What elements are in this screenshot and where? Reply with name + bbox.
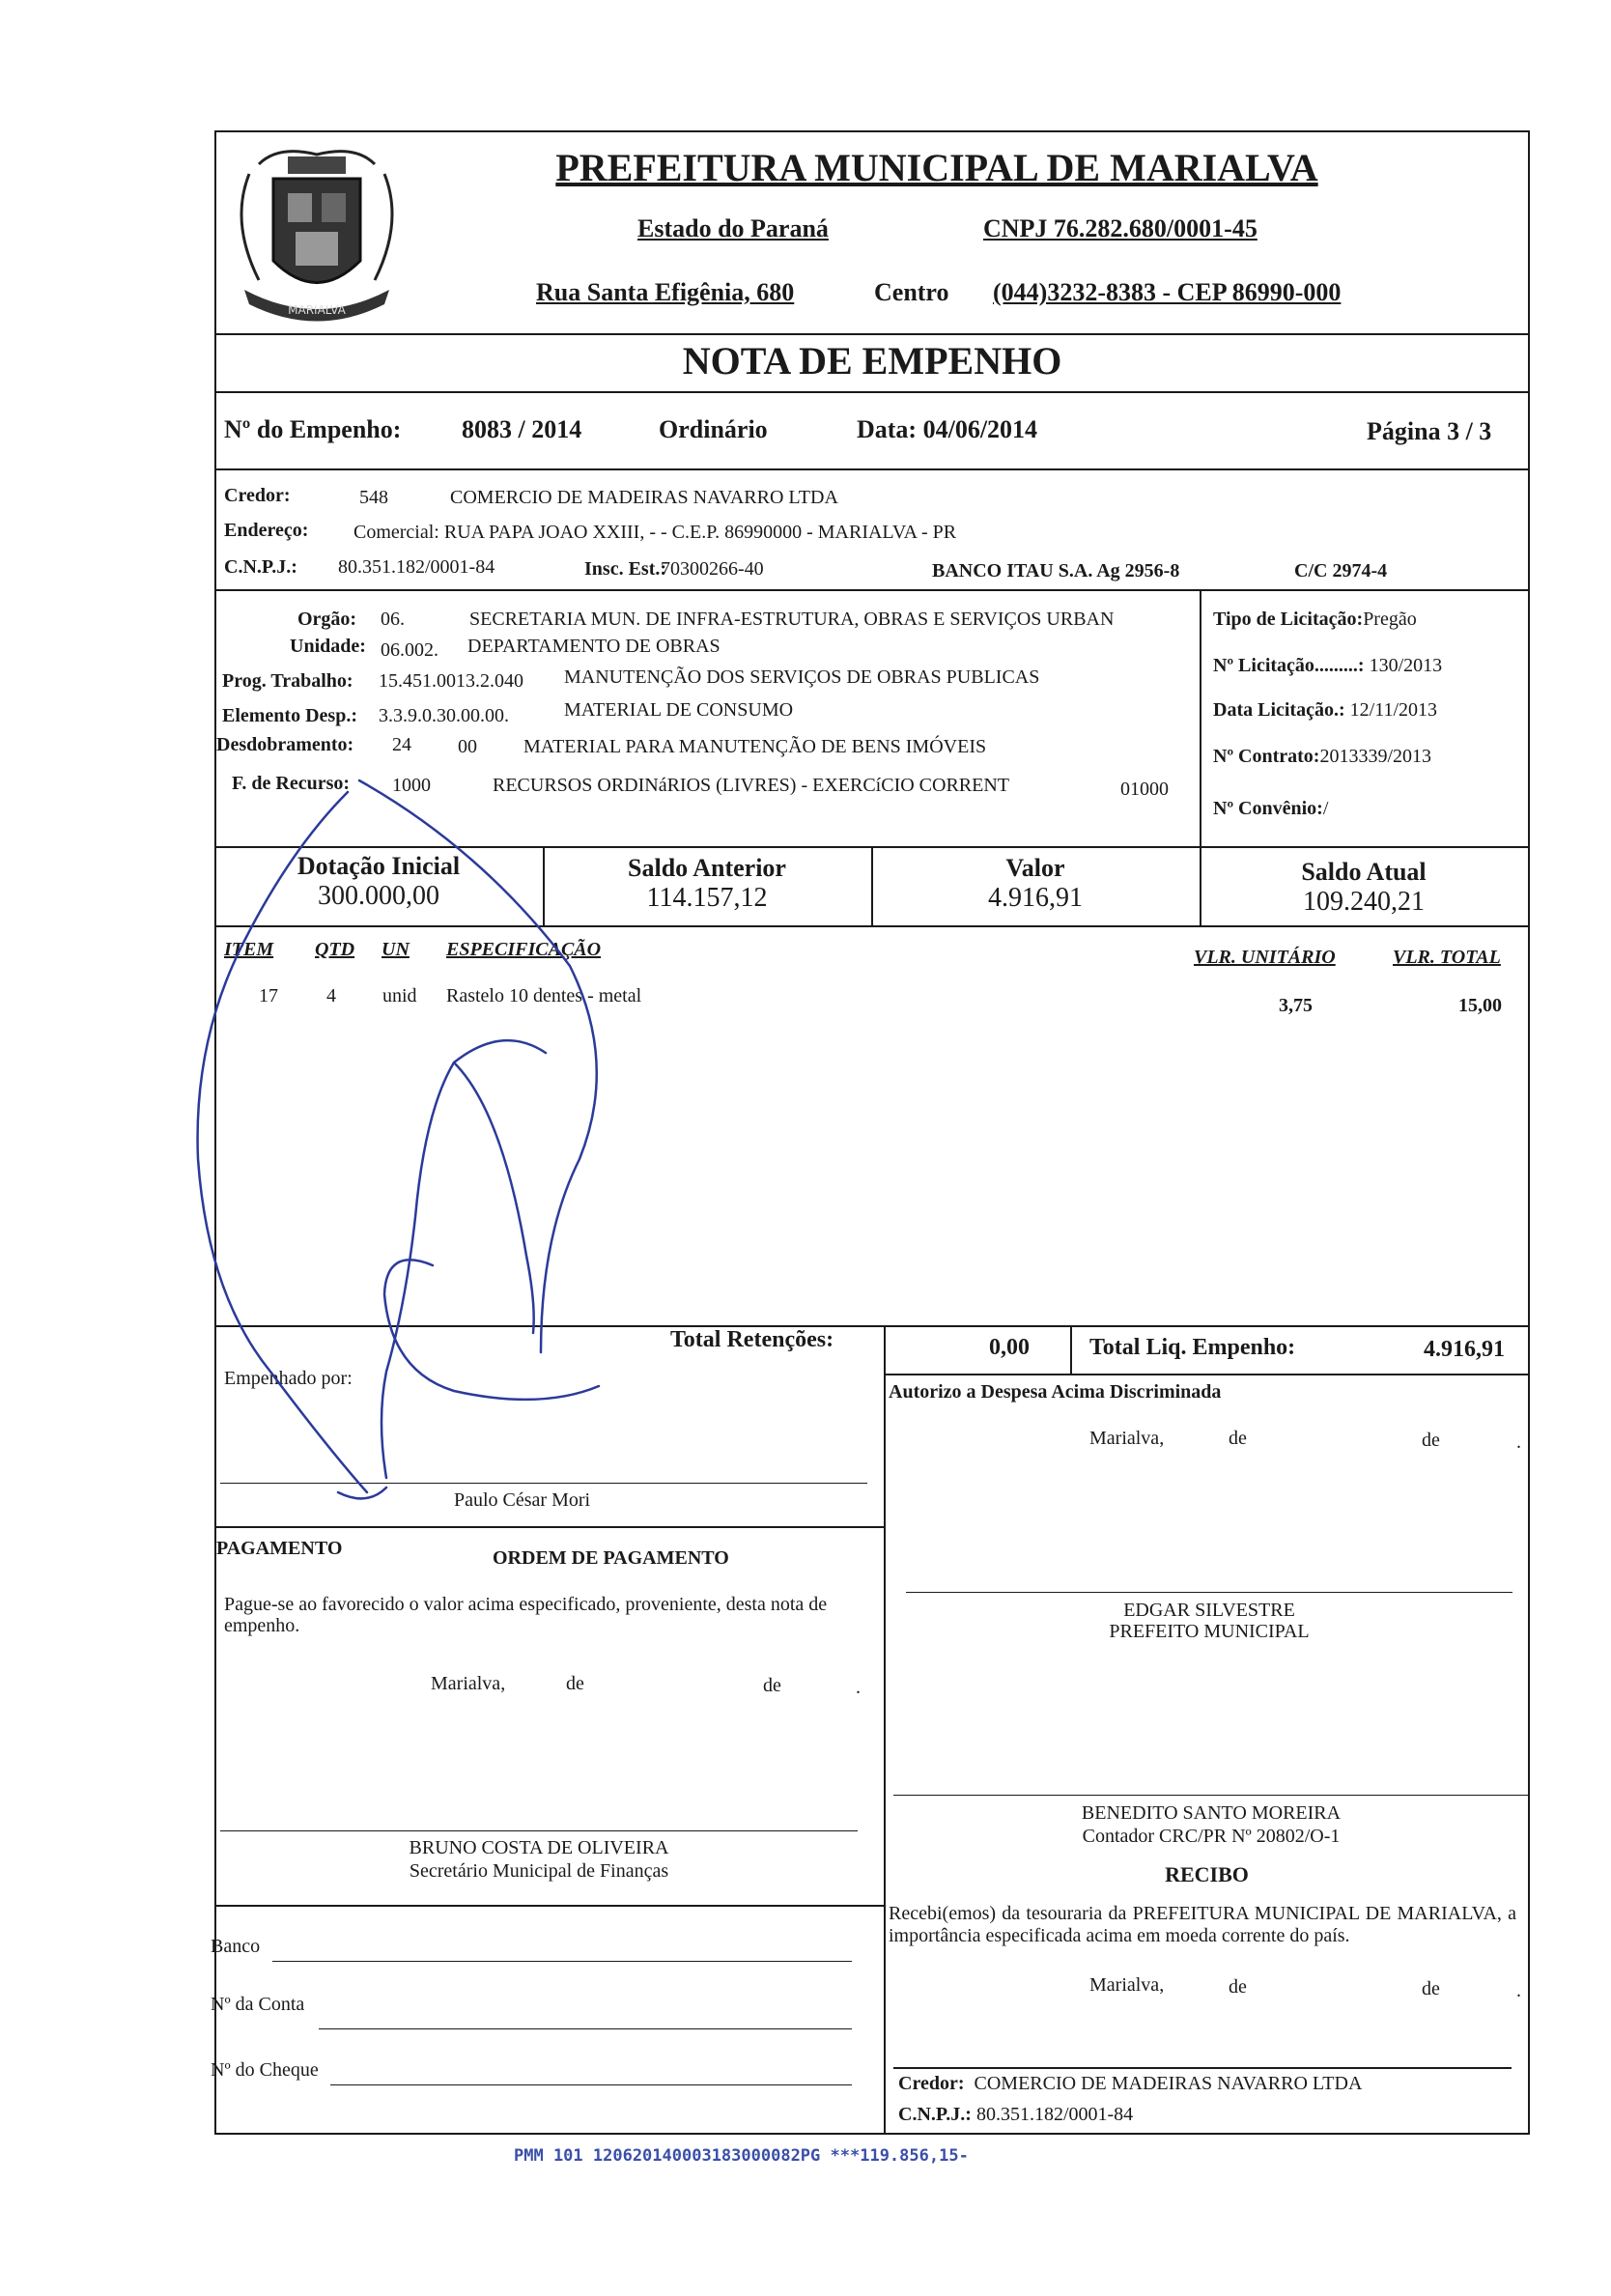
table-row-unit-price: 3,75	[1279, 995, 1313, 1016]
credor-address: Comercial: RUA PAPA JOAO XXIII, - - C.E.P. 86990000 - MARIALVA - PR	[353, 522, 957, 543]
table-row-total: 15,00	[1458, 995, 1502, 1016]
credor-code: 548	[359, 487, 388, 508]
total-liq-value: 4.916,91	[1424, 1337, 1505, 1362]
saldo-dotacao-label: Dotação Inicial	[297, 852, 461, 880]
footer-cnpj-value: 80.351.182/0001-84	[975, 2104, 1134, 2125]
banco-label: Banco	[211, 1936, 261, 1957]
address-label: Endereço:	[224, 520, 309, 541]
contador-role: Contador CRC/PR Nº 20802/O-1	[1082, 1826, 1341, 1847]
tipo-licitacao-value: Pregão	[1363, 609, 1417, 630]
contrato-value: 2013339/2013	[1319, 746, 1432, 767]
credor-name: COMERCIO DE MADEIRAS NAVARRO LTDA	[450, 487, 838, 508]
doc-title: NOTA DE EMPENHO	[682, 339, 1062, 383]
valor-label: Valor	[1005, 854, 1065, 882]
data-licitacao-label: Data Licitação.:	[1213, 699, 1345, 721]
saldo-anterior-label: Saldo Anterior	[628, 854, 786, 882]
desdobramento-label: Desdobramento:	[216, 734, 354, 755]
unidade-code: 06.002.	[381, 639, 438, 661]
bank-account: C/C 2974-4	[1294, 560, 1388, 581]
cnpj-label: C.N.P.J.:	[224, 556, 297, 578]
header-cnpj: CNPJ 76.282.680/0001-45	[983, 214, 1258, 242]
col-un: UN	[382, 939, 410, 960]
empenhado-label: Empenhado por:	[224, 1368, 353, 1389]
credor-cnpj: 80.351.182/0001-84	[338, 556, 495, 578]
recibo-place: Marialva,	[1089, 1974, 1165, 1996]
fonte-code: 1000	[392, 775, 431, 796]
convenio-label: Nº Convênio:	[1213, 798, 1323, 819]
orgao-code: 06.	[381, 609, 405, 630]
col-total-price: VLR. TOTAL	[1393, 947, 1501, 968]
recibo-dot: .	[1516, 1980, 1521, 2001]
convenio-value: /	[1322, 798, 1329, 819]
pagamento-text: Pague-se ao favorecido o valor acima especificado, proveniente, desta nota de empenho.	[224, 1594, 828, 1636]
prog-code: 15.451.0013.2.040	[379, 670, 523, 692]
autorizo-place: Marialva,	[1089, 1428, 1165, 1449]
desdobramento-code: 24	[392, 734, 411, 755]
col-spec: ESPECIFICAÇÃO	[446, 939, 602, 960]
empenho-label: Nº do Empenho:	[224, 415, 402, 443]
footer-credor-label: Credor:	[898, 2073, 965, 2094]
header-address: Rua Santa Efigênia, 680	[536, 278, 795, 306]
valor-value: 4.916,91	[988, 883, 1083, 913]
ordem-pagamento-label: ORDEM DE PAGAMENTO	[493, 1547, 729, 1569]
svg-text:MARIALVA: MARIALVA	[288, 303, 346, 317]
col-item: ITEM	[224, 939, 274, 960]
recibo-title: RECIBO	[1165, 1862, 1249, 1886]
autorizo-text: Autorizo a Despesa Acima Discriminada	[889, 1381, 1222, 1403]
secretario-role: Secretário Municipal de Finanças	[409, 1860, 669, 1882]
pagamento-label: PAGAMENTO	[216, 1538, 343, 1559]
col-qtd: QTD	[315, 939, 355, 960]
prog-name: MANUTENÇÃO DOS SERVIÇOS DE OBRAS PUBLICAS	[564, 666, 1040, 688]
table-row-un: unid	[382, 985, 417, 1006]
fonte-number: 01000	[1120, 779, 1169, 800]
table-row-spec: Rastelo 10 dentes - metal	[446, 985, 642, 1006]
saldo-atual-value: 109.240,21	[1303, 887, 1425, 917]
recibo-text: Recebi(emos) da tesouraria da PREFEITURA MUNICIPAL DE MARIALVA, a importância especificada acima em moeda corrente do país.	[889, 1903, 1516, 1946]
conta-label: Nº da Conta	[211, 1994, 305, 2015]
unidade-name: DEPARTAMENTO DE OBRAS	[467, 636, 721, 657]
licitacao-num-value: 130/2013	[1369, 655, 1443, 676]
retencoes-value: 0,00	[989, 1335, 1030, 1360]
footer-credor-name: COMERCIO DE MADEIRAS NAVARRO LTDA	[974, 2073, 1363, 2094]
credor-label: Credor:	[224, 485, 291, 506]
saldo-dotacao-value: 300.000,00	[318, 881, 439, 911]
prefeito-role: PREFEITO MUNICIPAL	[1109, 1621, 1310, 1642]
header-phone-cep: (044)3232-8383 - CEP 86990-000	[993, 278, 1342, 306]
header-title: PREFEITURA MUNICIPAL DE MARIALVA	[555, 146, 1318, 189]
autorizo-de2: de	[1422, 1430, 1440, 1451]
page-number: Página 3 / 3	[1367, 417, 1492, 445]
col-unit-price: VLR. UNITÁRIO	[1194, 947, 1336, 968]
desdobramento-name: MATERIAL PARA MANUTENÇÃO DE BENS IMÓVEIS	[523, 736, 987, 757]
orgao-name: SECRETARIA MUN. DE INFRA-ESTRUTURA, OBRAS E SERVIÇOS URBAN	[469, 609, 1115, 630]
payment-stamp: PMM 101 120620140003183000082PG ***119.856,15-	[514, 2146, 969, 2166]
bank-agency: BANCO ITAU S.A. Ag 2956-8	[932, 560, 1180, 581]
autorizo-dot: .	[1516, 1431, 1521, 1453]
fonte-name: RECURSOS ORDINáRIOS (LIVRES) - EXERCíCIO CORRENT	[493, 775, 1010, 796]
pagamento-de2: de	[763, 1675, 781, 1696]
autorizo-de1: de	[1229, 1428, 1247, 1449]
licitacao-num-label: Nº Licitação.........:	[1213, 655, 1365, 676]
pagamento-place: Marialva,	[431, 1673, 506, 1694]
cheque-label: Nº do Cheque	[211, 2059, 319, 2081]
empenho-date: Data: 04/06/2014	[857, 415, 1038, 443]
pagamento-de1: de	[566, 1673, 584, 1694]
fonte-label: F. de Recurso:	[232, 773, 351, 794]
empenho-type: Ordinário	[659, 415, 768, 443]
contrato-label: Nº Contrato:	[1213, 746, 1320, 767]
elemento-code: 3.3.9.0.30.00.00.	[379, 705, 509, 726]
contador-name: BENEDITO SANTO MOREIRA	[1081, 1802, 1342, 1824]
data-licitacao-value: 12/11/2013	[1349, 699, 1438, 721]
recibo-de1: de	[1229, 1976, 1247, 1998]
table-row-qtd: 4	[326, 985, 336, 1006]
empenho-number: 8083 / 2014	[462, 415, 582, 443]
total-liq-label: Total Liq. Empenho:	[1089, 1335, 1296, 1360]
elemento-label: Elemento Desp.:	[222, 705, 357, 726]
header-district: Centro	[874, 278, 949, 306]
orgao-label: Orgão:	[297, 609, 357, 630]
tipo-licitacao-label: Tipo de Licitação:	[1213, 609, 1364, 630]
recibo-de2: de	[1422, 1978, 1440, 1999]
insc-label: Insc. Est.:	[584, 558, 667, 580]
pagamento-dot: .	[856, 1677, 861, 1698]
insc-value: 70300266-40	[661, 558, 764, 580]
saldo-atual-label: Saldo Atual	[1301, 858, 1427, 886]
prog-label: Prog. Trabalho:	[222, 670, 353, 692]
saldo-anterior-value: 114.157,12	[646, 883, 768, 913]
elemento-name: MATERIAL DE CONSUMO	[564, 699, 794, 721]
secretario-name: BRUNO COSTA DE OLIVEIRA	[409, 1837, 669, 1858]
unidade-label: Unidade:	[290, 636, 366, 657]
prefeito-name: EDGAR SILVESTRE	[1123, 1600, 1295, 1621]
table-row-item: 17	[259, 985, 278, 1006]
retencoes-label: Total Retenções:	[670, 1327, 834, 1352]
footer-cnpj-label: C.N.P.J.:	[898, 2104, 972, 2125]
empenhado-name: Paulo César Mori	[454, 1489, 591, 1511]
desdobramento-sub: 00	[458, 736, 477, 757]
header-state: Estado do Paraná	[637, 214, 829, 242]
